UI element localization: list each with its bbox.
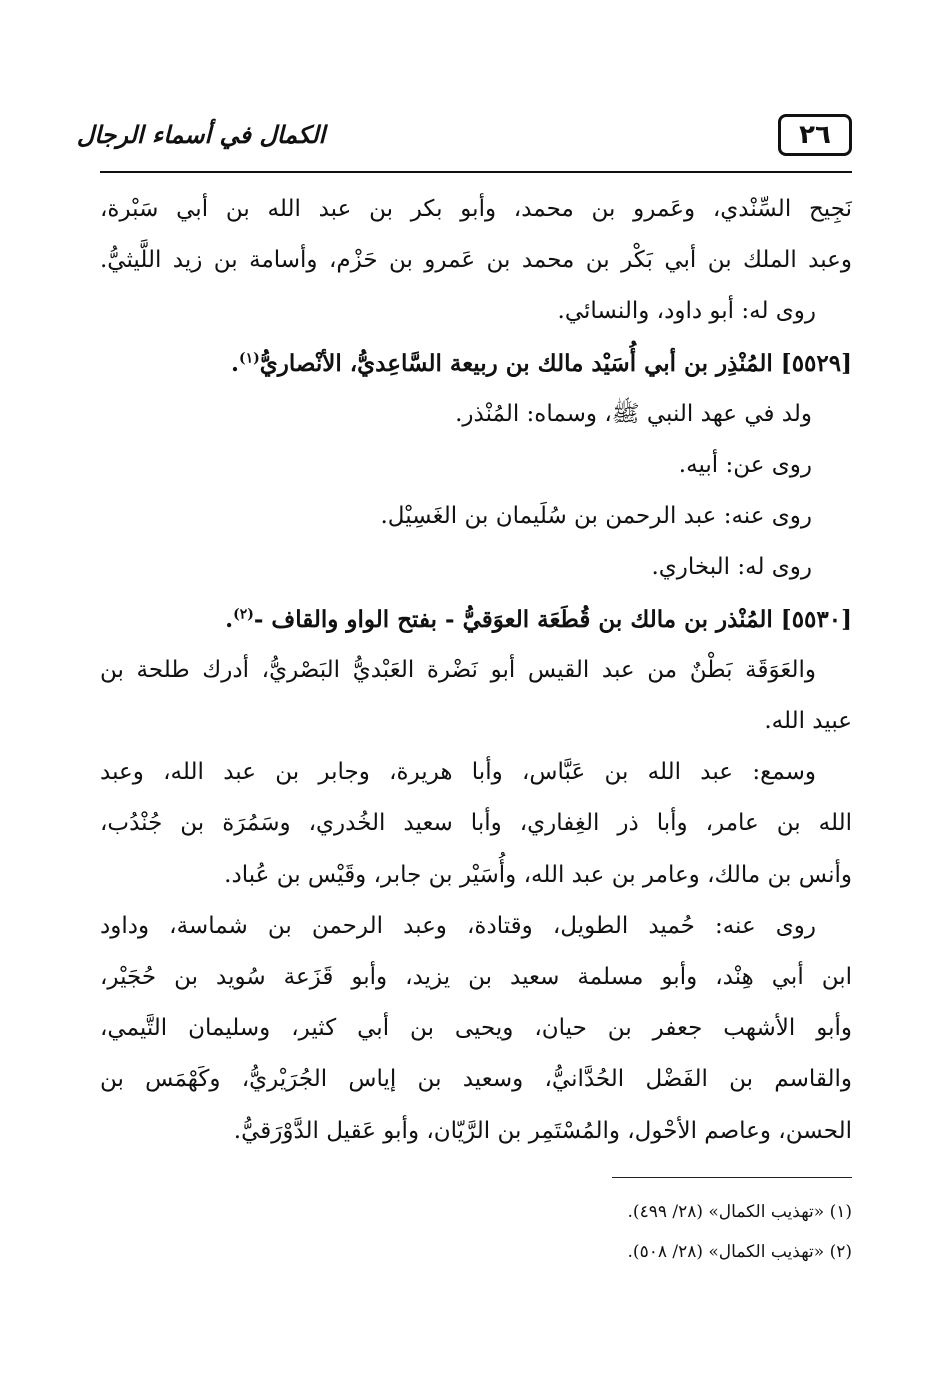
footnote-ref: (١) — [238, 349, 260, 366]
text-line: ولد في عهد النبي ﷺ، وسماه: المُنْذر. — [455, 400, 812, 427]
text-line: الله بن عامر، وأبا ذر الغِفاري، وأبا سعيد الخُدري، وسَمُرَة بن جُنْدُب، — [100, 810, 852, 837]
text-line: وأنس بن مالك، وعامر بن عبد الله، وأُسَيْر بن جابر، وقَيْس بن عُباد. — [224, 861, 852, 888]
text-line: نَجِيح السِّنْدي، وعَمرو بن محمد، وأبو بكر بن عبد الله بن أبي سَبْرة، — [100, 196, 852, 222]
heading-end: . — [230, 349, 239, 377]
text-line: وأبو الأشهب جعفر بن حيان، ويحيى بن أبي كثير، وسليمان التَّيمي، — [100, 1015, 852, 1042]
text-line: وعبد الملك بن أبي بَكْر بن محمد بن عَمرو بن حَزْم، وأسامة بن زيد اللَّيثيُّ. — [100, 247, 852, 274]
page-header — [76, 108, 852, 160]
text-line: ابن أبي هِنْد، وأبو مسلمة سعيد بن يزيد، وأبو قَزَعة سُويد بن حُجَيْر، — [100, 964, 852, 991]
text-line: والعَوَقَة بَطْنٌ من عبد القيس أبو نَضْرة العَبْديُّ البَصْريُّ، أدرك طلحة بن — [100, 656, 816, 683]
text-line: الحسن، وعاصم الأحْول، والمُسْتَمِر بن الرَّيّان، وأبو عَقيل الدَّوْرَقيُّ. — [233, 1117, 852, 1144]
footnote-divider — [612, 1177, 852, 1178]
main-text — [100, 184, 852, 1157]
entry-heading-5530 — [100, 594, 852, 645]
footnote: (٢) «تهذيب الكمال» (٢٨/ ٥٠٨). — [627, 1242, 852, 1262]
text-line: والقاسم بن الفَضْل الحُدَّانيُّ، وسعيد بن إياس الجُرَيْريُّ، وكَهْمَس بن — [100, 1066, 852, 1093]
footnote: (١) «تهذيب الكمال» (٢٨/ ٤٩٩). — [627, 1202, 852, 1222]
text-line: روى عن: أبيه. — [678, 452, 812, 479]
footnote-ref: (٢) — [233, 605, 254, 622]
text-line: روى عنه: عبد الرحمن بن سُلَيمان بن الغَسِيْل. — [380, 503, 812, 530]
page-number: ٢٦ — [778, 114, 852, 156]
text-line: عبيد الله. — [764, 708, 852, 735]
entry-heading-text: [٥٥٣٠] المُنْذر بن مالك بن قُطَعَة العوَقيُّ - بفتح الواو والقاف - — [253, 605, 852, 633]
header-divider — [100, 171, 852, 173]
text-line: وسمع: عبد الله بن عَبَّاس، وأبا هريرة، وجابر بن عبد الله، وعبد — [100, 759, 816, 786]
text-line: روى عنه: حُميد الطويل، وقتادة، وعبد الرحمن بن شماسة، وداود — [100, 912, 816, 939]
footnotes — [100, 1192, 852, 1272]
entry-heading-text: [٥٥٢٩] المُنْذِر بن أبي أُسَيْد مالك بن ربيعة السَّاعِديُّ، الأنْصاريُّ — [259, 349, 852, 377]
entry-heading-5529 — [100, 338, 852, 389]
text-line: روى له: أبو داود، والنسائي. — [557, 298, 816, 325]
text-line: روى له: البخاري. — [651, 554, 812, 581]
book-title-logo: الكمال في أسماء الرجال — [76, 119, 326, 149]
heading-end: . — [225, 605, 234, 633]
